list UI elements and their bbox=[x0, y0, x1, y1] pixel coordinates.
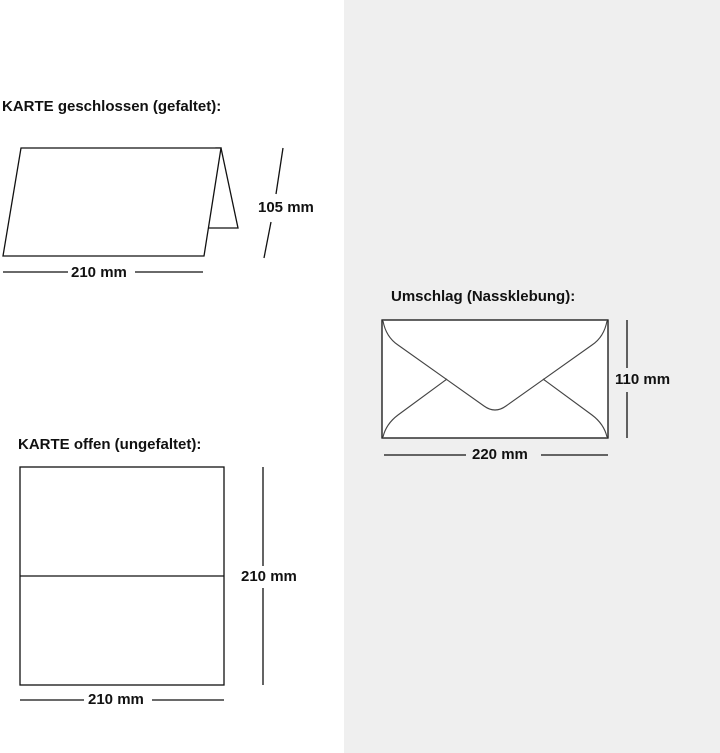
open-card-height-label: 210 mm bbox=[241, 568, 297, 585]
closed-card-title: KARTE geschlossen (gefaltet): bbox=[2, 98, 222, 115]
closed-card-width-label: 210 mm bbox=[71, 264, 127, 281]
open-card-illustration bbox=[20, 467, 224, 685]
envelope-height-label: 110 mm bbox=[615, 371, 671, 388]
envelope-width-label: 220 mm bbox=[472, 446, 528, 463]
open-card-width-label: 210 mm bbox=[88, 691, 144, 708]
envelope-illustration bbox=[382, 320, 608, 438]
closed-card-front-panel bbox=[3, 148, 221, 256]
open-card-title: KARTE offen (ungefaltet): bbox=[18, 436, 202, 453]
envelope-outline bbox=[382, 320, 608, 438]
envelope-title: Umschlag (Nassklebung): bbox=[391, 288, 576, 305]
closed-card-height-label: 105 mm bbox=[258, 199, 314, 216]
closed-card-illustration bbox=[3, 148, 238, 256]
